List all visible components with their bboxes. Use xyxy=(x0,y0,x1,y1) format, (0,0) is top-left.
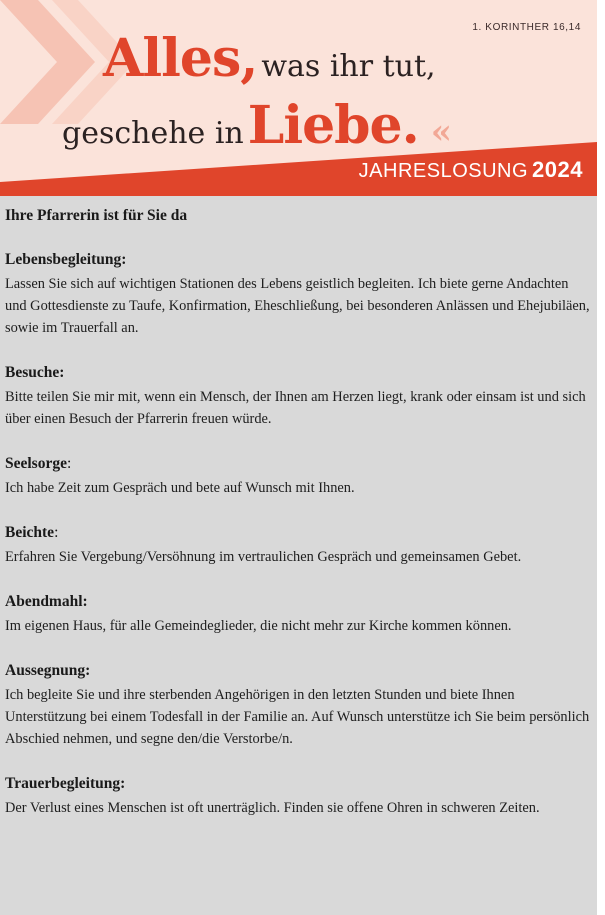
section-beichte xyxy=(5,523,597,568)
section-title-colon: : xyxy=(66,455,72,472)
motto-word-alles: Alles, xyxy=(103,28,258,89)
section-besuche xyxy=(5,363,597,430)
jahreslosung-text: JAHRESLOSUNG xyxy=(358,160,529,182)
jahreslosung-label xyxy=(359,157,583,183)
section-title: Besuche: xyxy=(5,364,65,381)
section-title: Seelsorge xyxy=(5,455,67,472)
section-text: Lassen Sie sich auf wichtigen Stationen des Lebens geistlich begleiten. Ich biete gerne Andachten und Gottesdienste zu Taufe, Konfirmation, Eheschließung, bei besonderen Anlässen und Ehejubiläen, sowie im Trauerfall an. xyxy=(5,276,590,336)
section-title: Trauerbegleitung: xyxy=(5,775,126,792)
bible-reference: 1. KORINTHER 16,14 xyxy=(472,22,581,33)
section-trauerbegleitung xyxy=(5,774,597,819)
section-title-row xyxy=(5,454,597,474)
section-title: Aussegnung: xyxy=(5,662,91,679)
section-title-row xyxy=(5,523,597,543)
motto-word-liebe: Liebe. xyxy=(247,95,419,156)
section-text: Ich habe Zeit zum Gespräch und bete auf Wunsch mit Ihnen. xyxy=(5,480,355,496)
section-text: Bitte teilen Sie mir mit, wenn ein Mensch, der Ihnen am Herzen liegt, krank oder einsam ist und sich über einen Besuch der Pfarrerin freuen würde. xyxy=(5,389,586,427)
section-abendmahl xyxy=(5,592,597,637)
section-title: Beichte xyxy=(5,524,55,541)
content-area xyxy=(0,196,597,915)
jahreslosung-banner xyxy=(0,0,597,196)
section-lebensbegleitung xyxy=(5,250,597,339)
guillemet-icon: « xyxy=(430,112,452,152)
section-text: Der Verlust eines Menschen ist oft unerträglich. Finden sie offene Ohren in schweren Zeiten. xyxy=(5,800,540,816)
section-title-colon: : xyxy=(54,524,59,541)
section-seelsorge xyxy=(5,454,597,499)
section-text: Ich begleite Sie und ihre sterbenden Angehörigen in den letzten Stunden und biete Ihnen Unterstützung bei einem Todesfall in der Familie an. Auf Wunsch unterstütze ich Sie beim persönlich Abschied nehmen, und segne den/die Verstorbe/n. xyxy=(5,687,590,747)
motto-line-1 xyxy=(103,28,436,89)
section-title: Abendmahl: xyxy=(5,593,88,610)
motto-text-geschehe: geschehe in xyxy=(62,116,244,151)
page-title: Ihre Pfarrerin ist für Sie da xyxy=(5,207,188,224)
section-text: Erfahren Sie Vergebung/Versöhnung im vertraulichen Gespräch und gemeinsamen Gebet. xyxy=(5,549,522,565)
motto-text-was: was ihr tut, xyxy=(261,49,436,84)
section-aussegnung xyxy=(5,661,597,750)
section-text: Im eigenen Haus, für alle Gemeindeglieder, die nicht mehr zur Kirche kommen können. xyxy=(5,618,512,634)
jahreslosung-year: 2024 xyxy=(532,157,583,182)
section-title: Lebensbegleitung: xyxy=(5,251,127,268)
